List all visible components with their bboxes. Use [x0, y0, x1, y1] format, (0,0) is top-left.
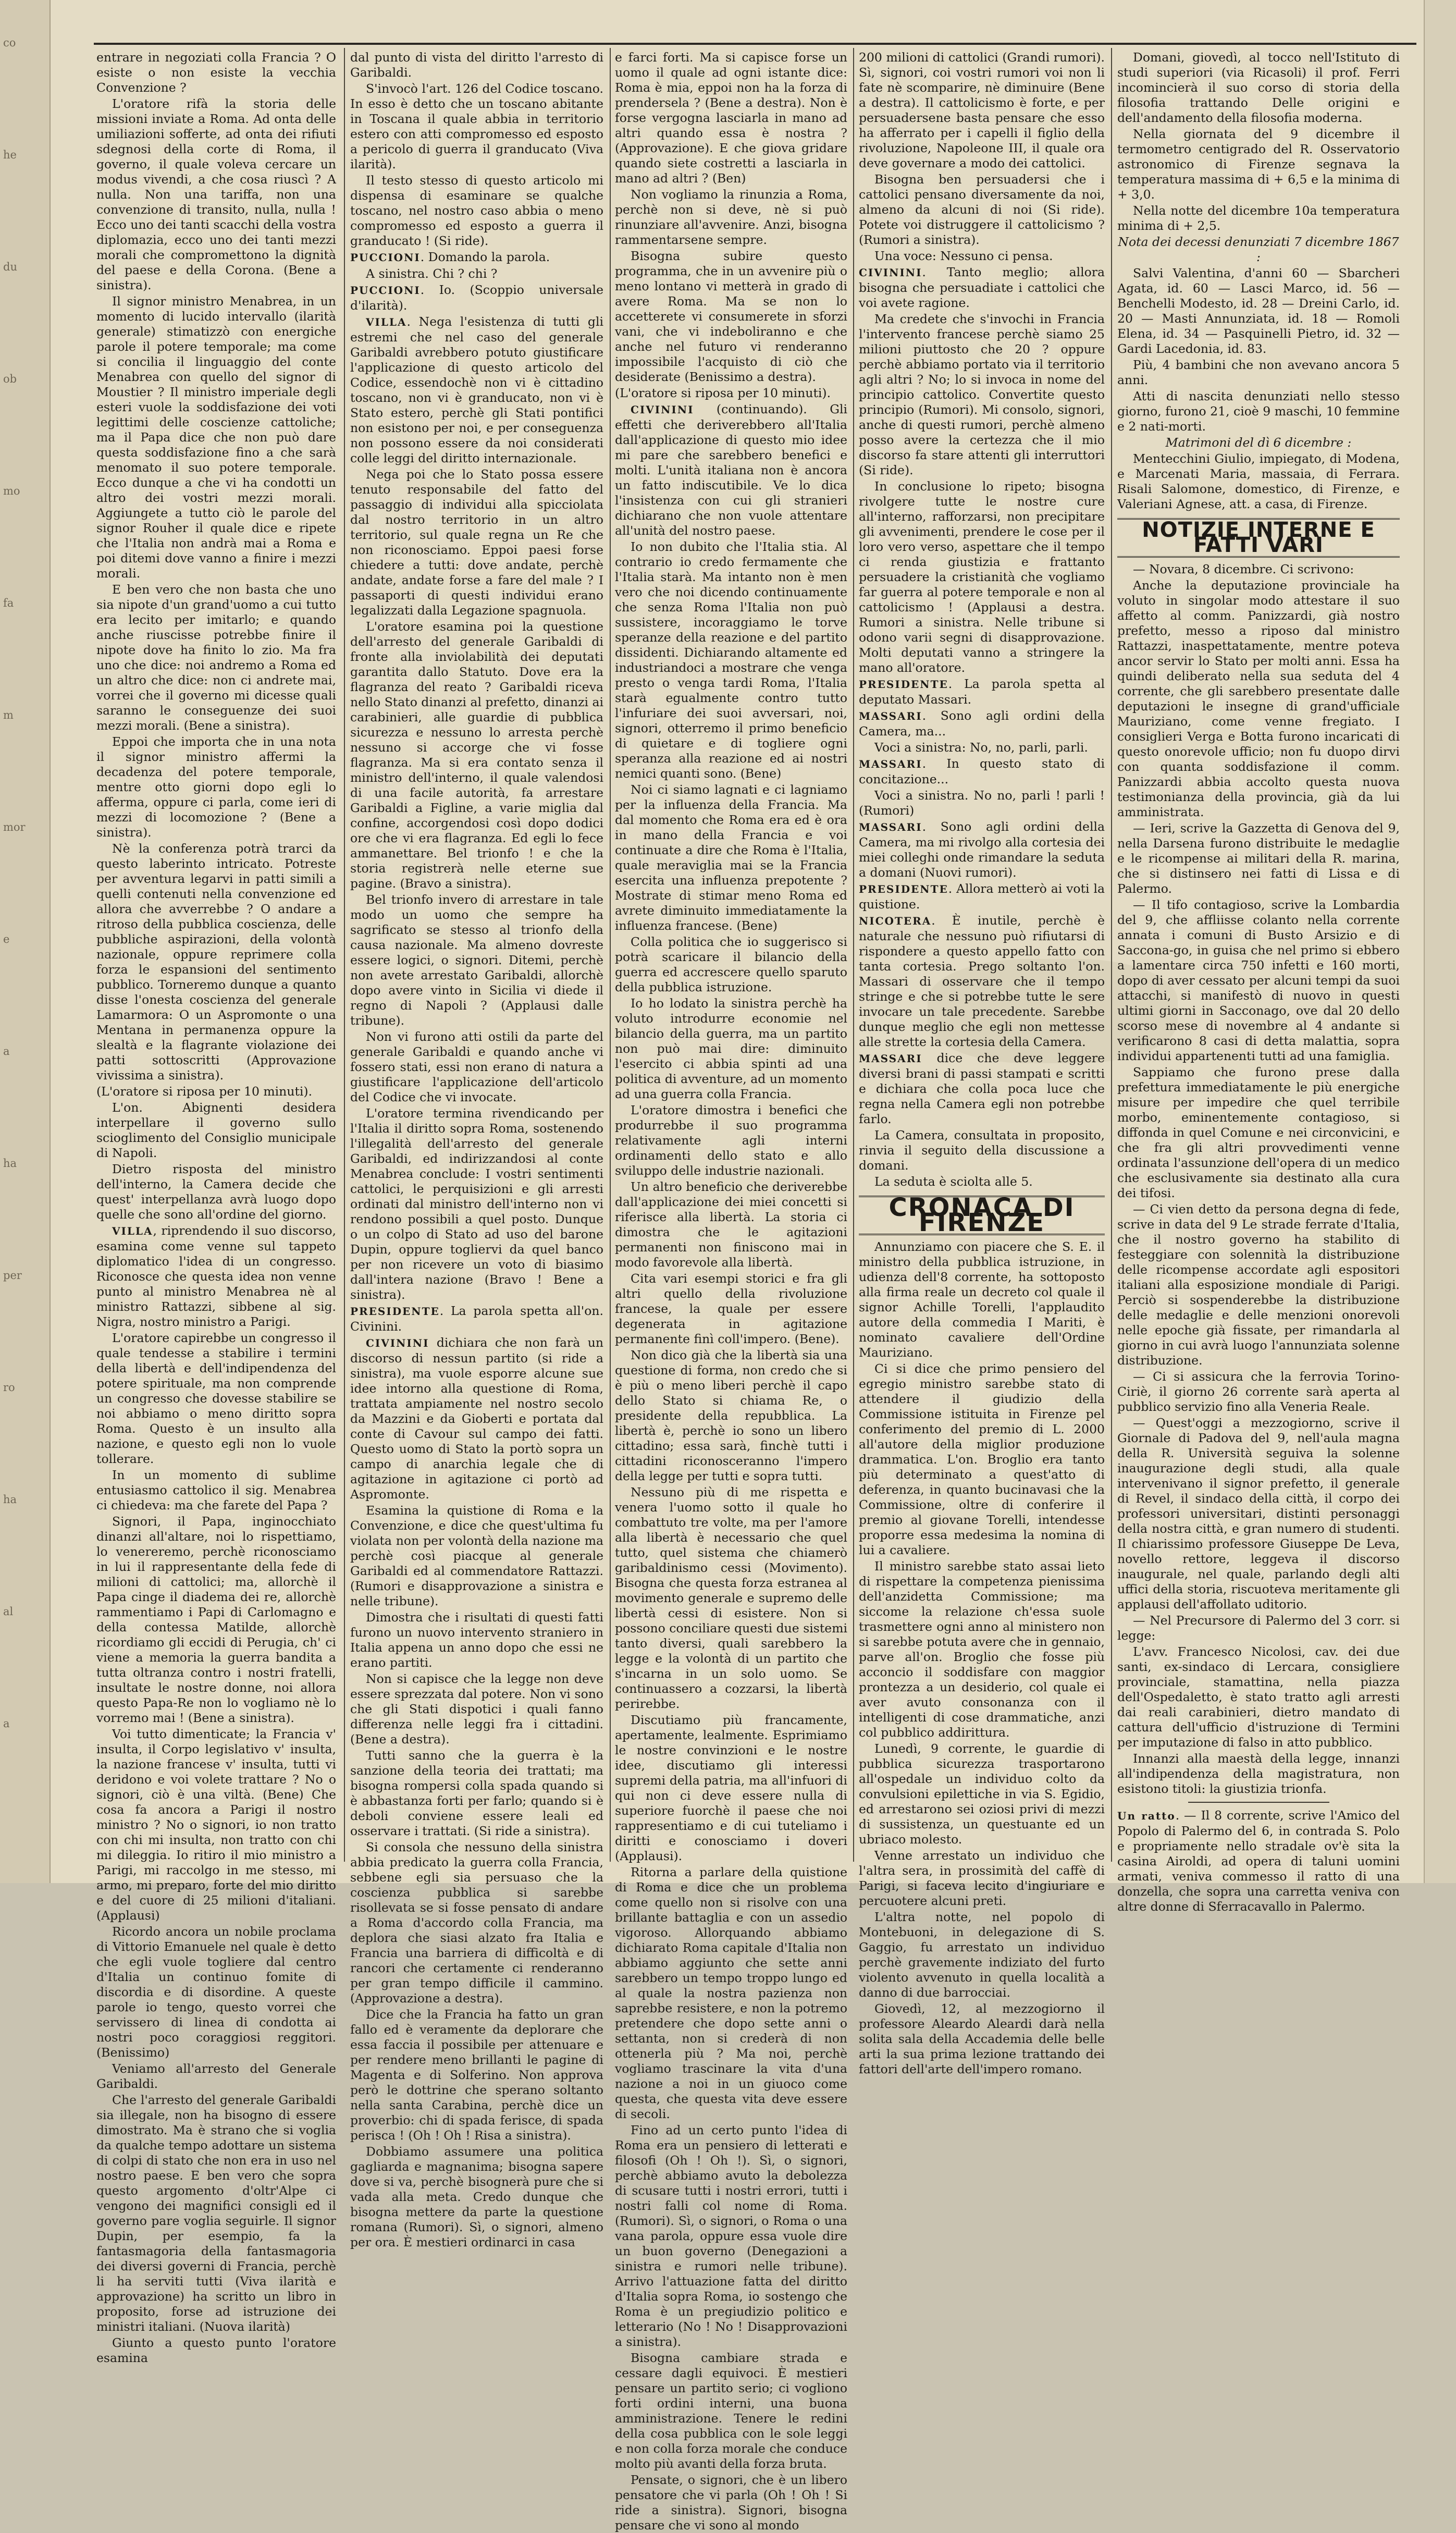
paragraph-text: e farci forti. Ma si capisce forse un uomo il quale ad ogni istante dice: Roma è mia, eppoi non ha la forza di prendersela ? (Bene a destra). Non è forse vergogna lasciarla in mano ad altri quando essa è nostra ? (Approvazione). E che giova gridare quando siete costretti a lasciarla in mano ad altri ? (Ben) — [615, 50, 847, 186]
article-paragraph — [859, 708, 1105, 739]
article-paragraph — [859, 1128, 1105, 1173]
paragraph-text: (continuando). Gli effetti che deriverebbero all'Italia dall'applicazione di questo mio idee mi pare che sarebbero benefici e molti. L'unità italiana non è ancora un fatto indiscutibile. Ve lo dica l'insistenza con cui gli stranieri dichiarano che non vuole attentare all'unità del nostro paese. — [615, 402, 847, 538]
article-paragraph — [96, 294, 336, 581]
speaker-name: PUCCIONI — [350, 251, 421, 264]
paragraph-text: Il signor ministro Menabrea, in un momento di lucido intervallo (ilarità generale) stimatizzò con energiche parole il potere temporale; ma come si concilia il linguaggio del conte Menabrea con quello del signor di Moustier ? Il ministro imperiale degli esteri vuole la soddisfazione dei voti legittimi delle coscienze cattoliche; ma il Papa dice che non può dare questa soddisfazione fino a che sarà menomato il suo potere temporale. Ecco dunque a che vi ha condotti un altro dei vostri mezzi morali. Aggiungete a tutto ciò le parole del signor Rouher il quale dice e ripete che l'Italia non andrà mai a Roma e poi ditemi dove vanno a finire i mezzi morali. — [96, 294, 336, 581]
article-paragraph — [1117, 1751, 1400, 1797]
column-2 — [350, 50, 604, 2249]
paragraph-text: Giovedì, 12, al mezzogiorno il professore Aleardo Aleardi darà nella solita sala della Accademia delle belle arti la sua prima lezione trattando dei fattori dell'arte dell'impero romano. — [859, 2001, 1105, 2076]
paragraph-text: Io ho lodato la sinistra perchè ha voluto introdurre economie nel bilancio della guerra, ma un partito non può mai dire: diminuito l'esercito ci abbia spinti ad una politica di avventure, ad un momento ad una guerra colla Francia. — [615, 996, 847, 1101]
paragraph-text: dichiara che non farà un discorso di nessun partito (si ride a sinistra), ma vuole esporre alcune sue idee intorno alla questione di Roma, trattata ampiamente nel nostro secolo da Mazzini e da Gioberti e portata dal conte di Cavour sul campo dei fatti. Questo uomo di Stato la portò sopra un campo di anarchia legale che di agitazione in agitazione ci portò ad Aspromonte. — [350, 1335, 603, 1502]
article-paragraph — [96, 1331, 336, 1467]
paragraph-text: Salvi Valentina, d'anni 60 — Sbarcheri Agata, id. 60 — Lasci Marco, id. 56 — Benchelli Modesto, id. 28 — Dreini Carlo, id. 20 — Masti Annunziata, id. 18 — Romoli Elena, id. 34 — Pasquinelli Pietro, id. 32 — Gardi Lacedonia, id. 83. — [1117, 266, 1400, 356]
article-paragraph — [1117, 1416, 1400, 1612]
paragraph-text: A sinistra. Chi ? chi ? — [366, 266, 498, 281]
speaker-name: VILLA — [112, 1225, 153, 1237]
paragraph-text: Bisogna cambiare strada e cessare dagli equivoci. È mestieri pensare un partito serio; ci vogliono forti ordini interni, una buona amministrazione. Tenere le redini della cosa pubblica con le sole leggi e non colla forza morale che conduce molto più avanti della forza bruta. — [615, 2351, 847, 2471]
article-paragraph — [859, 1361, 1105, 1558]
column-rule — [610, 48, 611, 1862]
article-paragraph — [1117, 562, 1400, 577]
paragraph-text: Nessuno più di me rispetta e venera l'uomo sotto il quale ho combattuto tre volte, ma per l'amore alla libertà è necessario che quel tutto, quel sistema che chiamerò garibaldinismo cessi (Movimento). Bisogna che questa forza estranea al movimento generale e supremo delle libertà cessi di esistere. Non si possono conciliare questi due sistemi tanto diversi, quali sarebbero la legge e la volontà di un partito che s'incarna in un solo uomo. Se continuassero a cozzarsi, la libertà perirebbe. — [615, 1485, 847, 1711]
margin-fragment: a — [3, 1717, 10, 1730]
paragraph-text: . In questo stato di concitazione... — [859, 756, 1105, 786]
article-paragraph — [1117, 127, 1400, 202]
paragraph-text: Voci a sinistra. No no, parli ! parli ! (Rumori) — [859, 788, 1105, 818]
paragraph-text: Ricordo ancora un nobile proclama di Vittorio Emanuele nel quale è detto che egli vuole togliere dal centro d'Italia un continuo fomite di discordia e di disordine. A queste parole io tengo, questo vorrei che servissero di linea di condotta ai nostri poco coraggiosi reggitori. (Benissimo) — [96, 1924, 336, 2060]
speaker-name: MASSARI — [859, 758, 922, 770]
paragraph-text: L'oratore termina rivendicando per l'Italia il diritto sopra Roma, sostenendo l'illegalità dell'arresto del generale Garibaldi, ed indirizzandosi al conte Menabrea conclude: I vostri sentimenti cattolici, le perquisizioni e gli arresti ordinati dal ministro dell'interno non vi rendono possibili a quel posto. Dunque o un colpo di Stato ad uso del barone Dupin, oppure togliervi da quel banco per non ricevere un voto di biasimo dall'intera nazione (Bravo ! Bene a sinistra). — [350, 1106, 603, 1302]
speaker-name: MASSARI — [859, 710, 922, 722]
paragraph-text: Nella notte del dicembre 10a temperatura minima di + 2,5. — [1117, 203, 1400, 233]
paragraph-text: Bisogna subire questo programma, che in un avvenire più o meno lontano vi metterà in grado di avere Roma. Ma se non lo accetterete vi consumerete in sforzi vani, che vi indeboliranno e che anche nel futuro vi renderanno impossibile l'acquisto di ciò che desiderate (Benissimo a destra). — [615, 249, 847, 384]
article-paragraph — [859, 677, 1105, 707]
paragraph-text: . È inutile, perchè è naturale che nessuno può rifiutarsi di rispondere a questo appello fatto con tanta cortesia. Prego soltanto l'on. Massari di osservare che il tempo stringe e che si potrebbe tutte le sere invocare un tale precedente. Sarebbe dunque meglio che egli non mettesse alle strette la cortesia della Camera. — [859, 913, 1105, 1049]
paragraph-text: Innanzi alla maestà della legge, innanzi all'indipendenza della magistratura, non esistono titoli: la giustizia trionfa. — [1117, 1751, 1400, 1796]
article-paragraph — [96, 2061, 336, 2092]
article-paragraph — [615, 996, 847, 1102]
margin-fragment: he — [3, 149, 17, 161]
article-paragraph — [859, 819, 1105, 880]
margin-fragment: m — [3, 709, 14, 721]
paragraph-text: Ma credete che s'invochi in Francia l'intervento francese perchè siamo 25 milioni piuttosto che 20 ? oppure perchè abbiamo portato via il territorio agli altri ? No; lo si invoca in nome del principio cattolico. Convertite questo principio (Rumori). Mi consolo, signori, anche di questi rumori, perchè almeno posso avere la certezza che il mio discorso fa stare attenti gli interruttori (Si ride). — [859, 312, 1105, 477]
paragraph-text: Mentecchini Giulio, impiegato, di Modena, e Marcenati Maria, massaia, di Ferrara. Risali Salomone, domestico, di Firenze, e Valeriani Agnese, att. a casa, di Firenze. — [1117, 451, 1400, 511]
article-paragraph — [350, 50, 603, 80]
paragraph-text: Dice che la Francia ha fatto un gran fallo ed è veramente da deplorare che essa faccia il possibile per attenuare e per rendere meno brillanti le pagine di Magenta e di Solferino. Non approva però le dottrine che sperano soltanto nella santa Carabina, perchè dice un proverbio: chi di spada ferisce, di spada perisca ! (Oh ! Oh ! Risa a sinistra). — [350, 2007, 603, 2143]
article-paragraph — [615, 386, 847, 401]
margin-fragment: ha — [3, 1157, 17, 1170]
paragraph-text: S'invocò l'art. 126 del Codice toscano. In esso è detto che un toscano abitante in Toscana il quale abbia in territorio estero con atti compromesso ed esposto a pericolo di guerra il granducato (Viva ilarità). — [350, 81, 603, 171]
paragraph-text: In un momento di sublime entusiasmo cattolico il sig. Menabrea ci chiedeva: ma che farete del Papa ? — [96, 1468, 336, 1513]
paragraph-text: L'oratore esamina poi la questione dell'arresto del generale Garibaldi di fronte alla inviolabilità dei deputati garantita dallo Statuto. Dove era la flagranza del reato ? Garibaldi riceva nello Stato dinanzi al prefetto, dinanzi ai carabinieri, alle guardie di pubblica sicurezza e nessuno lo arresta perchè nessuno si accorge che vi fosse flagranza. Ma si era contato senza il ministro dell'interno, il quale valendosi di una facile autorità, fa arrestare Garibaldi a Figline, a varie miglia dal confine, accorgendosi così dopo dodici ore che vi era flagranza. Ed egli lo fece ammanettare. Bel trionfo ! e che la storia registrerà nelle eterne sue pagine. (Bravo a sinistra). — [350, 619, 604, 891]
paragraph-text: Anche la deputazione provinciale ha voluto in singolar modo attestare il suo affetto al comm. Panizzardi, già nostro prefetto, messo a riposo dal ministro Rattazzi, inaspettatamente, mentre poteva ancor servir lo Stato per molti anni. Essa ha quindi deliberato nella sua seduta del 4 corrente, che gli sarebbero presentate dalle deputazioni le insegne di grand'ufficiale Mauriziano, come venne fregiato. I consiglieri Verga e Botta furono incaricati di questo onorevole ufficio; non fu duopo dirvi con quanta soddisfazione il comm. Panizzardi abbia accolto questa nuova testimonianza della provincia, già da lui amministrata. — [1117, 578, 1400, 819]
article-paragraph — [96, 1100, 336, 1161]
paragraph-text: Annunziamo con piacere che S. E. il ministro della pubblica istruzione, in udienza dell'8 corrente, ha sottoposto alla firma reale un decreto col quale il signor Achille Torelli, l'applaudito autore della commedia I Mariti, è nominato cavaliere dell'Ordine Mauriziano. — [859, 1239, 1105, 1360]
article-paragraph — [615, 1271, 847, 1347]
article-paragraph — [350, 282, 603, 313]
paragraph-text: Domani, giovedì, al tocco nell'Istituto di studi superiori (via Ricasoli) il prof. Ferri incomincierà il suo corso di storia della filosofia trattando Delle origini e dell'andamento della filosofia moderna. — [1117, 50, 1400, 125]
paragraph-text: Discutiamo più francamente, apertamente, lealmente. Esprimiamo le nostre convinzioni e le nostre idee, discutiamo gli interessi supremi della patria, ma all'infuori di qui non ci deve essere nulla di superiore fuorchè il paese che noi rappresentiamo e di cui tuteliamo i diritti e conosciamo i doveri (Applausi). — [615, 1713, 847, 1863]
article-paragraph — [1117, 821, 1400, 896]
article-paragraph — [350, 266, 603, 281]
article-paragraph — [615, 1348, 847, 1484]
article-paragraph — [96, 1727, 336, 1923]
article-paragraph — [96, 1084, 336, 1099]
article-paragraph — [350, 1748, 603, 1839]
article-paragraph — [96, 1468, 336, 1513]
article-paragraph — [859, 1848, 1105, 1909]
paragraph-text: — Nel Precursore di Palermo del 3 corr. si legge: — [1117, 1613, 1400, 1643]
article-paragraph — [1117, 358, 1400, 388]
article-paragraph — [96, 582, 336, 733]
article-paragraph — [615, 934, 847, 995]
article-paragraph — [96, 1162, 336, 1222]
article-paragraph — [350, 467, 603, 618]
paragraph-text: L'altra notte, nel popolo di Montebuoni, in delegazione di S. Gaggio, fu arrestato un individuo perchè gravemente indiziato del furto violento avvenuto in quella località a danno di due barrocciai. — [859, 1910, 1105, 2000]
article-paragraph — [615, 249, 847, 385]
paragraph-text: L'on. Abignenti desidera interpellare il governo sullo scioglimento del Consiglio municipale di Napoli. — [96, 1100, 336, 1160]
article-paragraph — [615, 2473, 847, 2533]
column-rule — [1111, 48, 1112, 1862]
article-paragraph — [1117, 1065, 1400, 1201]
paragraph-text: Dimostra che i risultati di questi fatti furono un nuovo intervento straniero in Italia appena un anno dopo che essi ne erano partiti. — [350, 1610, 603, 1670]
article-paragraph — [1117, 451, 1400, 512]
margin-fragment: fa — [3, 597, 14, 609]
article-paragraph — [859, 756, 1105, 787]
margin-fragment: ha — [3, 1493, 17, 1506]
article-paragraph — [350, 1029, 603, 1105]
paragraph-text: Non vogliamo la rinunzia a Roma, perchè non si deve, nè si può rinunziare all'avvenire. Anzi, bisogna rammentarsene sempre. — [615, 187, 847, 247]
article-paragraph — [350, 2007, 603, 2143]
speaker-name: PUCCIONI — [350, 284, 421, 297]
article-paragraph — [1117, 266, 1400, 356]
column-4 — [859, 50, 1105, 2076]
paragraph-text: Nota dei decessi denunziati 7 dicembre 1867 : — [1118, 235, 1399, 264]
paragraph-text: Si consola che nessuno della sinistra abbia predicato la guerra colla Francia, sebbene egli sia persuaso che la coscienza pubblica si sarebbe risollevata se si fosse pensato di andare a Roma d'accordo colla Francia, ma deplora che siasi alzato fra Italia e Francia una barriera di difficoltà e di rancori che certamente ci renderanno per gran tempo difficile il cammino. (Approvazione a destra). — [350, 1840, 603, 2006]
margin-fragment: a — [3, 1045, 10, 1058]
article-paragraph — [1117, 50, 1400, 126]
paragraph-text: entrare in negoziati colla Francia ? O esiste o non esiste la vecchia Convenzione ? — [96, 50, 336, 95]
paragraph-text: — Il tifo contagioso, scrive la Lombardia del 9, che affliisse colanto nella corrente annata i comuni di Busto Arsizio e di Saccona-go, in guisa che nel primo si ebbero a lamentare circa 750 infetti e 160 morti, dopo di aver cessato per alcuni tempi da suoi attacchi, si manifestò di nuovo in questi ultimi giorni in Sacconago, ove dal 20 dello scorso mese di novembre al 4 andante si verificarono 8 casi di detta malattia, sopra individui appartenenti tutti ad una famiglia. — [1117, 897, 1400, 1063]
paragraph-text: . Sono agli ordini della Camera, ma mi rivolgo alla cortesia dei miei colleghi onde rimandare la seduta a domani (Nuovi rumori). — [859, 819, 1105, 880]
paragraph-text: Matrimoni del dì 6 dicembre : — [1165, 435, 1352, 450]
paragraph-text: Giunto a questo punto l'oratore esamina — [96, 2335, 336, 2365]
article-paragraph — [96, 1514, 336, 1726]
margin-fragment: ro — [3, 1381, 15, 1394]
paragraph-text: Venne arrestato un individuo che l'altra sera, in prossimità del caffè di Parigi, si faceva lecito d'ingiuriare e percuotere alcuni preti. — [859, 1848, 1105, 1908]
paragraph-text: Veniamo all'arresto del Generale Garibaldi. — [96, 2061, 336, 2091]
speaker-name: VILLA — [366, 316, 407, 328]
speaker-name: PRESIDENTE — [350, 1305, 440, 1318]
article-paragraph — [96, 2335, 336, 2366]
article-paragraph — [350, 81, 603, 172]
article-paragraph — [1117, 235, 1400, 265]
speaker-name: PRESIDENTE — [859, 883, 948, 895]
article-paragraph — [350, 892, 603, 1028]
article-paragraph — [859, 249, 1105, 264]
article-paragraph — [350, 1335, 603, 1502]
paragraph-text: Eppoi che importa che in una nota il signor ministro affermi la decadenza del potere temporale, mentre otto giorni dopo egli lo afferma, oppure ci parla, come ieri di mezzi di locomozione ? (Bene a sinistra). — [96, 734, 336, 840]
margin-fragment: ob — [3, 373, 17, 385]
article-paragraph — [96, 1223, 336, 1330]
paragraph-text: Nega poi che lo Stato possa essere tenuto responsabile del fatto del passaggio di individui alla spicciolata dal nostro territorio in un altro territorio, sul quale regna un Re che non riconosciamo. Eppoi paesi forse chiedere a tutti: dove andate, perchè andate, andate forse a fare del male ? I passaporti di questi individui erano legalizzati dalla Legazione spagnuola. — [350, 467, 603, 618]
paragraph-text: — Ci vien detto da persona degna di fede, scrive in data del 9 Le strade ferrate d'Italia, che il nostro governo ha stabilito di festeggiare con solennità la distribuzione delle ricompense accordate agli espositori italiani alla esposizione mondiale di Parigi. Perciò si sospenderebbe la distribuzione delle medaglie e delle menzioni onorevoli nelle epoche già fissate, per rimandarla al giorno in cui avrà luogo l'annunziata solenne distribuzione. — [1117, 1202, 1400, 1368]
article-paragraph — [615, 187, 847, 248]
article-paragraph — [96, 96, 336, 293]
paragraph-text: Un altro beneficio che deriverebbe dall'applicazione dei miei concetti si riferisce alla libertà. La storia ci dimostra che le agitazioni permanenti non finiscono mai in modo favorevole alla libertà. — [615, 1179, 847, 1270]
paragraph-text: Voci a sinistra: No, no, parli, parli. — [874, 740, 1088, 755]
paragraph-text: La Camera, consultata in proposito, rinvia il seguito della discussione a domani. — [859, 1128, 1105, 1173]
article-paragraph — [1117, 203, 1400, 233]
column-rule — [853, 48, 854, 1862]
margin-fragment: du — [3, 261, 17, 273]
paragraph-text: . Tanto meglio; allora bisogna che persuadiate i cattolici che voi avete ragione. — [859, 265, 1105, 310]
speaker-name: MASSARI — [859, 1052, 922, 1065]
article-paragraph — [859, 788, 1105, 818]
article-paragraph — [859, 1051, 1105, 1127]
paragraph-text: L'avv. Francesco Nicolosi, cav. dei due santi, ex-sindaco di Lercara, consigliere provinciale, stamattina, nella piazza dell'Ospedaletto, è stato tratto agli arresti dai reali carabinieri, dietro mandato di cattura dell'ufficio d'istruzione di Termini per imputazione di falso in atto pubblico. — [1117, 1644, 1400, 1750]
paragraph-text: In conclusione lo ripeto; bisogna rivolgere tutte le nostre cure all'interno, rafforzarsi, non precipitare gli avvenimenti, prendere le cose per il loro vero verso, aspettare che il tempo ci renda giustizia e frattanto persuadere la cristianità che vogliamo far guerra al potere temporale e non al cattolicismo ! (Applausi a destra. Rumori a sinistra. Nelle tribune si odono varii segni di disapprovazione. Molti deputati vanno a stringere la mano all'oratore. — [859, 479, 1105, 675]
paragraph-text: Il testo stesso di questo articolo mi dispensa di esaminare se qualche toscano, nel nostro caso abbia o meno compromesso ed esposto a guerra il granducato ! (Si ride). — [350, 173, 603, 248]
article-paragraph — [350, 2144, 603, 2250]
section-separator — [1188, 1802, 1329, 1803]
paragraph-text: Dietro risposta del ministro dell'interno, la Camera decide che quest' interpellanza avrà luogo dopo quelle che sono all'ordine del giorno. — [96, 1162, 336, 1222]
paragraph-text: . Allora metterò ai voti la quistione. — [859, 881, 1105, 912]
column-1 — [96, 50, 336, 2365]
page-edge — [1424, 0, 1456, 1883]
column-rule — [344, 48, 345, 1862]
article-paragraph — [615, 1865, 847, 2122]
article-paragraph — [615, 539, 847, 781]
paragraph-text: Colla politica che io suggerisco si potrà scaricare il bilancio della guerra ed accrescere quello sparuto della pubblica istruzione. — [615, 934, 847, 994]
article-paragraph — [1117, 1613, 1400, 1643]
paragraph-text: Ritorna a parlare della quistione di Roma e dice che un problema come quello non si risolve con una brillante battaglia e con un assedio vigoroso. Allorquando abbiamo dichiarato Roma capitale d'Italia non abbiamo aggiunto che sette anni sarebbero un tempo troppo lungo ed al quale la nostra pazienza non saprebbe resistere, e non la potremo pretendere che dopo sette anni o settanta, non si crederà di non ottenerla più ? Ma noi, perchè vogliamo trascinare la vita d'una nazione a noi in un giuoco come questa, che questa vita deve essere di secoli. — [615, 1865, 847, 2121]
paragraph-text: Nè la conferenza potrà trarci da questo laberinto intricato. Potreste per avventura legarvi in patti simili a quelli contenuti nella convenzione ed allora che avverrebbe ? O andare a ritroso della pubblica coscienza, delle pubbliche aspirazioni, della volontà nazionale, oppure reprimere colla forza le espansioni del sentimento pubblico. Torneremo dunque a quanto disse l'onesta coscienza del generale Lamarmora: O un Aspromonte o una Mentana in permanenza oppure la slealtà e la flagrante violazione dei patti sottoscritti (Approvazione vivissima a sinistra). — [96, 841, 336, 1083]
article-paragraph — [615, 1179, 847, 1270]
article-paragraph — [96, 841, 336, 1083]
paragraph-text: Dobbiamo assumere una politica gagliarda e magnanima; bisogna sapere dove si va, perchè bisognerà pure che si vada alla meta. Credo dunque che bisogna mettere da parte la questione romana (Rumori). Sì, o signori, almeno per ora. È mestieri ordinarci in casa — [350, 2144, 603, 2249]
paragraph-text: Bisogna ben persuadersi che i cattolici pensano diversamente da noi, almeno da alcuni di noi (Si ride). Potete voi distruggere il cattolicismo ? (Rumori a sinistra). — [859, 172, 1105, 247]
paragraph-text: . Sono agli ordini della Camera, ma... — [859, 708, 1105, 739]
speaker-name: CIVININI — [859, 266, 922, 279]
article-paragraph — [859, 479, 1105, 675]
article-paragraph — [615, 402, 847, 538]
margin-fragment: co — [3, 36, 16, 49]
paragraph-text: — Novara, 8 dicembre. Ci scrivono: — [1133, 562, 1354, 576]
paragraph-text: Lunedì, 9 corrente, le guardie di pubblica sicurezza trasportarono all'ospedale un individuo colto da convulsioni epilettiche in via S. Egidio, ed arrestarono sei oziosi privi di mezzi di sussistenza, un questuante ed un ubriaco molesto. — [859, 1741, 1105, 1847]
speaker-name: CIVININI — [366, 1337, 429, 1349]
article-paragraph — [350, 173, 603, 249]
article-paragraph — [350, 1106, 603, 1302]
paragraph-text: Che l'arresto del generale Garibaldi sia illegale, non ha bisogno di essere dimostrato. Ma è strano che si voglia da qualche tempo adottare un sistema di colpi di stato che non era in uso nel nostro paese. E ben vero che sopra questo argomento d'oltr'Alpe ci vengono dei magnifici consigli ed il governo pare voglia seguirle. Il signor Dupin, per esempio, fa la fantasmagoria della fantasmagoria dei diversi governi di Francia, perchè li ha serviti tutti (Viva ilarità e approvazione) ha scritto un libro in proposito, forse ad istruzione dei ministri italiani. (Nuova ilarità) — [96, 2093, 336, 2334]
article-paragraph — [1117, 897, 1400, 1064]
article-paragraph — [96, 50, 336, 95]
paragraph-text: Signori, il Papa, inginocchiato dinanzi all'altare, noi lo rispettiamo, lo venereremo, perchè riconosciamo in lui il rappresentante della fede di milioni di cattolici; ma, allorchè il Papa cinge il diadema dei re, allorchè rammentiamo i Papi di Carlomagno e della contessa Matilde, allorchè ricordiamo gli eccidi di Perugia, ch' ci viene a memoria la guerra bandita a tutta oltranza contro i nostri fratelli, insultate le nostre donne, noi allora questo Papa-Re non lo vogliamo nè lo vorremo mai ! (Bene a sinistra). — [96, 1514, 336, 1725]
paragraph-text: . Io. (Scoppio universale d'ilarità). — [350, 282, 603, 313]
paragraph-text: Non vi furono atti ostili da parte del generale Garibaldi e quando anche vi fossero stati, essi non erano di natura a giustificare l'applicazione dell'articolo del Codice che vi invocate. — [350, 1029, 603, 1104]
paragraph-text: Bel trionfo invero di arrestare in tale modo un uomo che sempre ha sagrificato se stesso al trionfo della causa nazionale. Ma almeno dovreste essere logici, o signori. Ditemi, perchè non avete arrestato Garibaldi, allorchè dopo avere vinto in Sicilia vi diede il regno di Napoli ? (Applausi dalle tribune). — [350, 892, 603, 1028]
paragraph-text: Esamina la quistione di Roma e la Convenzione, e dice che quest'ultima fu violata non per volontà della nazione ma perchè così piacque al generale Garibaldi ed al commendatore Rattazzi. (Rumori e disapprovazione a sinistra e nelle tribune). — [350, 1503, 603, 1608]
paragraph-text: La seduta è sciolta alle 5. — [874, 1174, 1033, 1189]
paragraph-text: — Quest'oggi a mezzogiorno, scrive il Giornale di Padova del 9, nell'aula magna della R. Università seguiva la solenne inaugurazione degli studi, alla quale intervenivano il signor prefetto, il generale di Revel, il sindaco della città, il corpo dei professori universitari, distinti personaggi della nostra città, e gran numero di studenti. Il chiarissimo professore Giuseppe De Leva, novello rettore, leggeva il discorso inaugurale, nel quale, parlando degli alti uffici della storia, riscuoteva meritamente gli applausi dell'affollato uditorio. — [1117, 1416, 1400, 1612]
paragraph-text: , riprendendo il suo discorso, esamina come venne sul tappeto diplomatico l'idea di un congresso. Riconosce che questa idea non venne punto al ministro Menabrea nè al ministro Rattazzi, sibbene al sig. Nigra, nostro ministro a Parigi. — [96, 1223, 336, 1329]
article-paragraph — [1117, 1808, 1400, 1914]
paragraph-text: Io non dubito che l'Italia stia. Al contrario io credo fermamente che l'Italia starà. Ma intanto non è men vero che noi dicendo continuamente che senza Roma l'Italia non può sussistere, incoraggiamo le torve speranze della reazione e del partito dissidenti. Dichiarando altamente ed industriandoci a mostrare che venga presto o venga tardi Roma, l'Italia starà egualmente contro tutto l'infuriare dei suoi avversari, noi, signori, otterremo il primo beneficio di quietare e di togliere ogni speranza alla reazione ed ai nostri nemici quanti sono. (Bene) — [615, 539, 847, 781]
article-paragraph — [350, 1840, 603, 2006]
paragraph-text: — Ieri, scrive la Gazzetta di Genova del 9, nella Darsena furono distribuite le medaglie e le ricompense ai militari della R. marina, che si distinsero nei fatti di Lissa e di Palermo. — [1117, 821, 1400, 896]
paragraph-text: . La parola spetta all'on. Civinini. — [350, 1304, 603, 1334]
paragraph-text: L'oratore capirebbe un congresso il quale tendesse a stabilire i termini della libertà e dell'indipendenza del potere spirituale, ma non comprende un congresso che dovesse stabilire se noi abbiamo o meno diritto sopra Roma. Questo è un insulto alla nazione, e questo egli non lo vuole tollerare. — [96, 1331, 336, 1466]
paragraph-text: . — Il 8 corrente, scrive l'Amico del Popolo di Palermo del 6, in contrada S. Polo e propriamente nello stradale ov'è sita la casina Airoldi, ad opera di taluni uomini armati, veniva commesso il ratto di una donzella, che sopra una carretta veniva con altre donne di Sferracavallo in Palermo. — [1117, 1808, 1400, 1914]
margin-fragment: mo — [3, 485, 20, 497]
article-paragraph — [1117, 1202, 1400, 1368]
article-paragraph — [615, 1103, 847, 1178]
binding-spine — [0, 0, 51, 1883]
article-paragraph — [859, 1559, 1105, 1740]
article-paragraph — [859, 172, 1105, 248]
article-paragraph — [1117, 1369, 1400, 1415]
article-paragraph — [859, 913, 1105, 1050]
margin-fragment: e — [3, 933, 10, 945]
article-paragraph — [1117, 1644, 1400, 1750]
article-paragraph — [350, 1503, 603, 1609]
article-paragraph — [859, 312, 1105, 478]
article-paragraph — [350, 619, 603, 891]
paragraph-text: Sappiamo che furono prese dalla prefettura immediatamente le più energiche misure per impedire che quel terribile morbo, eminentemente contagioso, si diffonda in quel Comune e nei circonvicini, e che fra gli altri provvedimenti venne ordinata l'assunzione dell'opera di un medico che esclusivamente sia destinato alla cura dei tifosi. — [1117, 1065, 1400, 1200]
paragraph-text: Nella giornata del 9 dicembre il termometro centigrado del R. Osservatorio astronomico di Firenze segnava la temperatura massima di + 6,5 e la minima di + 3,0. — [1117, 127, 1400, 202]
paragraph-text: Più, 4 bambini che non avevano ancora 5 anni. — [1117, 358, 1400, 387]
article-paragraph — [859, 1239, 1105, 1360]
article-paragraph — [859, 265, 1105, 311]
paragraph-text: L'oratore rifà la storia delle missioni inviate a Roma. Ad onta delle umiliazioni sofferte, ad onta dei rifiuti sdegnosi della corte di Roma, il governo, il quale voleva cercare un modus vivendi, a che cosa riuscì ? A nulla. Non una tariffa, non una convenzione di transito, nulla, nulla ! Ecco uno dei tanti scacchi della vostra diplomazia, ecco uno dei tanti mezzi morali che compromettono la dignità del paese e della Corona. (Bene a sinistra). — [96, 96, 336, 292]
paragraph-text: dal punto di vista del diritto l'arresto di Garibaldi. — [350, 50, 603, 80]
article-paragraph — [859, 1741, 1105, 1847]
paragraph-text: Noi ci siamo lagnati e ci lagniamo per la influenza della Francia. Ma dal momento che Roma era ed è ora in mano della Francia e voi continuate a dire che Roma è l'Italia, quale meraviglia mai se la Francia esercita una influenza prepotente ? Mostrate di stimar meno Roma ed avrete diminuito immediatamente la influenza francese. (Bene) — [615, 782, 847, 933]
paragraph-text: Il ministro sarebbe stato assai lieto di rispettare la competenza pienissima dell'anzidetta Commissione; ma siccome la relazione ch'essa suole trasmettere ogni anno al ministero non si sarebbe potuta avere che in gennaio, parve all'on. Broglio che fosse più acconcio il soddisfare con maggior prontezza a un desiderio, col quale ei aver avuto consonanza con il intelligenti di cose drammatiche, anzi col pubblico addirittura. — [859, 1559, 1105, 1740]
speaker-name: NICOTERA — [859, 915, 932, 927]
speaker-name: PRESIDENTE — [859, 678, 948, 691]
paragraph-text: Fino ad un certo punto l'idea di Roma era un pensiero di letterati e filosofi (Oh ! Oh !). Sì, o signori, perchè abbiamo avuto la debolezza di scusare tutti i nostri errori, tutti i nostri falli col nome di Roma. (Rumori). Sì, o signori, o Roma o una vana parola, oppure essa vuole dire un buon governo (Denegazioni a sinistra e rumori nelle tribune). Arrivo l'attuazione fatta del diritto d'Italia sopra Roma, io sostengo che Roma è un pregiudizio politico e letterario (No ! No ! Disapprovazioni a sinistra). — [615, 2123, 847, 2349]
paragraph-text: . Domando la parola. — [420, 250, 550, 264]
paragraph-text: Cita vari esempi storici e fra gli altri quello della rivoluzione francese, la quale per essere degenerata in agitazione permanente finì coll'impero. (Bene). — [615, 1271, 847, 1346]
speaker-name: MASSARI — [859, 821, 922, 833]
article-paragraph — [350, 1304, 603, 1334]
paragraph-text: Pensate, o signori, che è un libero pensatore che vi parla (Oh ! Oh ! Si ride a sinistra). Signori, bisogna pensare che vi sono al mondo — [615, 2473, 847, 2532]
paragraph-text: Tutti sanno che la guerra è la sanzione della teoria dei trattati; ma bisogna rompersi colla spada quando si è abbastanza forti per farlo; quando si è deboli conviene essere leali ed osservare i trattati. (Si ride a sinistra). — [350, 1748, 603, 1838]
column-3 — [615, 50, 847, 2532]
paragraph-text: Non dico già che la libertà sia una questione di forma, non credo che si è più o meno liberi perchè il capo dello Stato si chiama Re, o presidente della repubblica. La libertà è, perchè io sono un libero cittadino; essa sarà, finchè tutti i cittadini riconosceranno l'impero della legge per tutti e sopra tutti. — [615, 1348, 847, 1483]
paragraph-text: (L'oratore si riposa per 10 minuti). — [96, 1084, 313, 1099]
paragraph-text: Atti di nascita denunziati nello stesso giorno, furono 21, cioè 9 maschi, 10 femmine e 2 nati-morti. — [1117, 389, 1400, 434]
paragraph-text: 200 milioni di cattolici (Grandi rumori). Sì, signori, coi vostri rumori voi non li fate nè scomparire, nè diminuire (Bene a destra). Il cattolicismo è forte, e per persuadersene basta pensare che esso ha afferrato per i capelli il figlio della rivoluzione, Napoleone III, il quale ora deve governare a modo dei cattolici. — [859, 50, 1105, 170]
paragraph-text: — Ci si assicura che la ferrovia Torino-Ciriè, il giorno 26 corrente sarà aperta al pubblico servizio fino alla Veneria Reale. — [1117, 1369, 1400, 1414]
article-paragraph — [350, 1671, 603, 1747]
article-paragraph — [96, 734, 336, 840]
paragraph-text: L'oratore dimostra i benefici che produrrebbe il suo programma relativamente agli interni ordinamenti dello stato e allo sviluppo delle industrie nazionali. — [615, 1103, 847, 1178]
article-paragraph — [859, 2001, 1105, 2077]
article-paragraph — [859, 1174, 1105, 1189]
article-paragraph — [615, 782, 847, 933]
margin-fragment: mor — [3, 821, 26, 833]
article-paragraph — [615, 2123, 847, 2350]
margin-fragment: per — [3, 1269, 22, 1282]
paragraph-text: Non si capisce che la legge non deve essere sprezzata dal potere. Non vi sono che gli Stati dispotici i quali fanno differenza nelle leggi fra i cittadini. (Bene a destra). — [350, 1671, 603, 1747]
section-heading: CRONACA DI FIRENZE — [859, 1196, 1105, 1235]
article-paragraph — [615, 50, 847, 186]
paragraph-text: Voi tutto dimenticate; la Francia v' insulta, il Corpo legislativo v' insulta, la nazione francese v' insulta, tutti vi deridono e voi volete trattare ? No o signori, ciò è una viltà. (Bene) Che cosa fa ancora a Parigi il nostro ministro ? No o signori, io non tratto con chi mi insulta, non tratto con chi mi dileggia. Io ritiro il mio ministro a Parigi, mi raccolgo in me stesso, mi armo, mi preparo, forte del mio diritto e del cuore di 25 milioni d'italiani. (Applausi) — [96, 1727, 336, 1923]
article-paragraph — [859, 1910, 1105, 2000]
article-paragraph — [350, 250, 603, 265]
article-paragraph — [859, 881, 1105, 912]
article-paragraph — [96, 1924, 336, 2060]
article-paragraph — [1117, 435, 1400, 450]
paragraph-text: Ci si dice che primo pensiero del egregio ministro sarebbe stato di attendere il giudizio della Commissione istituita in Firenze pel conferimento del premio di L. 2000 all'autore della miglior produzione drammatica. L'on. Broglio era tanto più determinato a quest'atto di deferenza, in quanto bucinavasi che la Commissione, oltre di conferire il premio al giovane Torelli, intendesse proporre essa medesima la nomina di lui a cavaliere. — [859, 1361, 1105, 1557]
article-paragraph — [615, 1485, 847, 1712]
paragraph-text: . Nega l'esistenza di tutti gli estremi che nel caso del generale Garibaldi avrebbero potuto giustificare l'applicazione di questo articolo del Codice, essendochè non vi è cittadino toscano, non vi è granducato, non vi è Stato estero, perchè gli Stati pontifici non esistono per noi, e per conseguenza non possono essere da noi considerati colle leggi del diritto internazionale. — [350, 314, 603, 465]
article-paragraph — [350, 1610, 603, 1670]
article-paragraph — [96, 2093, 336, 2334]
article-paragraph — [350, 314, 603, 466]
paragraph-text: dice che deve leggere diversi brani di passi stampati e scritti e dichiara che colla poca luce che regna nella Camera egli non potrebbe farlo. — [859, 1051, 1105, 1126]
article-paragraph — [615, 2351, 847, 2471]
article-paragraph — [615, 1713, 847, 1864]
section-heading: NOTIZIE INTERNE E FATTI VARI — [1117, 518, 1400, 558]
column-5 — [1117, 50, 1400, 1914]
paragraph-text: . La parola spetta al deputato Massari. — [859, 677, 1105, 707]
paragraph-text: E ben vero che non basta che uno sia nipote d'un grand'uomo a cui tutto era lecito per imitarlo; e quando anche riuscisse potrebbe finire il nipote dove ha finito lo zio. Ma fra uno che dice: noi andremo a Roma ed un altro che dice: non ci andrete mai, vorrei che il governo mi dicesse quali saranno le conseguenze dei suoi mezzi morali. (Bene a sinistra). — [96, 582, 336, 733]
article-paragraph — [1117, 578, 1400, 820]
speaker-name: CIVININI — [631, 403, 694, 416]
margin-fragment: al — [3, 1605, 14, 1618]
paragraph-text: (L'oratore si riposa per 10 minuti). — [615, 386, 831, 400]
article-paragraph — [1117, 389, 1400, 434]
header-rule — [94, 43, 1416, 45]
paragraph-text: Una voce: Nessuno ci pensa. — [874, 249, 1053, 263]
article-paragraph — [859, 50, 1105, 171]
article-paragraph — [859, 740, 1105, 755]
speaker-name: Un ratto — [1117, 1810, 1176, 1822]
